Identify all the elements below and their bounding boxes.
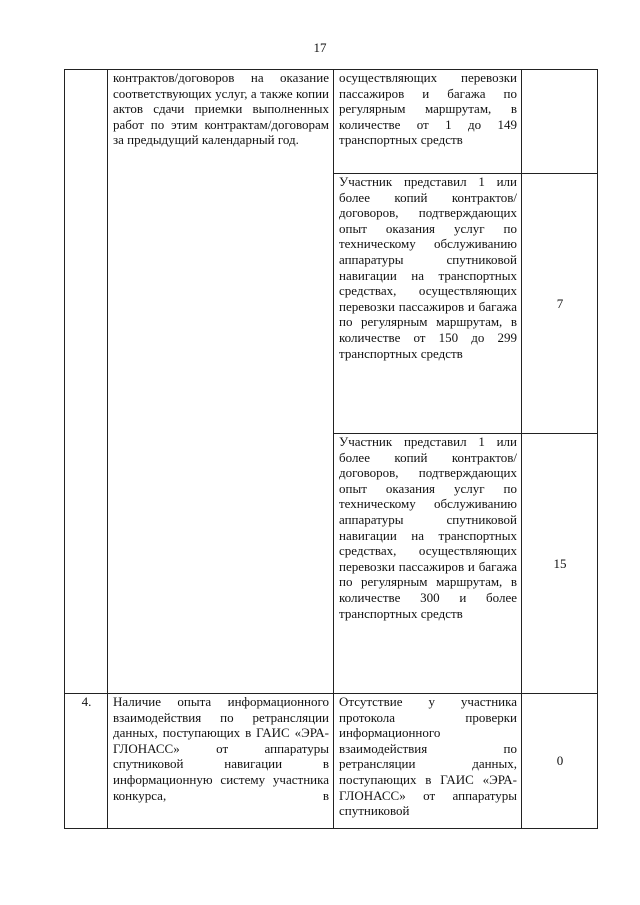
table-row bbox=[65, 70, 598, 174]
row-number-cell bbox=[65, 70, 108, 694]
criterion-cell bbox=[108, 70, 334, 694]
condition-text: Участник представил 1 или более копий контрактов/договоров, подтверждающих опыт оказания услуг по техническому обслуживанию аппаратуры спутниковой навигации на транспортных средствах, осуществляющих перевозки пассажиров и багажа по регулярным маршрутам, в количестве от 150 до 299 транспортных средств bbox=[339, 174, 517, 361]
score-cell: 15 bbox=[522, 434, 598, 694]
page-number: 17 bbox=[313, 40, 327, 55]
row-number-cell: 4. bbox=[65, 694, 108, 829]
score-cell: 0 bbox=[522, 694, 598, 829]
table-row bbox=[65, 694, 598, 829]
condition-text: Отсутствие у участника протокола проверки информационного взаимодействия по ретрансляции данных, поступающих в ГАИС «ЭРА-ГЛОНАСС» от аппаратуры спутниковой bbox=[339, 694, 517, 819]
score-cell bbox=[522, 70, 598, 174]
condition-cell bbox=[334, 174, 522, 434]
condition-cell bbox=[334, 434, 522, 694]
criteria-table bbox=[64, 69, 598, 829]
criterion-text: Наличие опыта информационного взаимодействия по ретрансляции данных, поступающих в ГАИС «ЭРА-ГЛОНАСС» от аппаратуры спутниковой навигации в информационную систему участника конкурса, в bbox=[113, 694, 329, 803]
score-cell: 7 bbox=[522, 174, 598, 434]
criterion-text: контрактов/договоров на оказание соответствующих услуг, а также копии актов сдачи приемки выполненных работ по этим контрактам/договорам за предыдущий календарный год. bbox=[113, 70, 329, 148]
criterion-cell bbox=[108, 694, 334, 829]
condition-cell bbox=[334, 70, 522, 174]
condition-text: осуществляющих перевозки пассажиров и багажа по регулярным маршрутам, в количестве от 1 до 149 транспортных средств bbox=[339, 70, 517, 148]
condition-cell bbox=[334, 694, 522, 829]
condition-text: Участник представил 1 или более копий контрактов/договоров, подтверждающих опыт оказания услуг по техническому обслуживанию аппаратуры спутниковой навигации на транспортных средствах, осуществляющих перевозки пассажиров и багажа по регулярным маршрутам, в количестве 300 и более транспортных средств bbox=[339, 434, 517, 621]
